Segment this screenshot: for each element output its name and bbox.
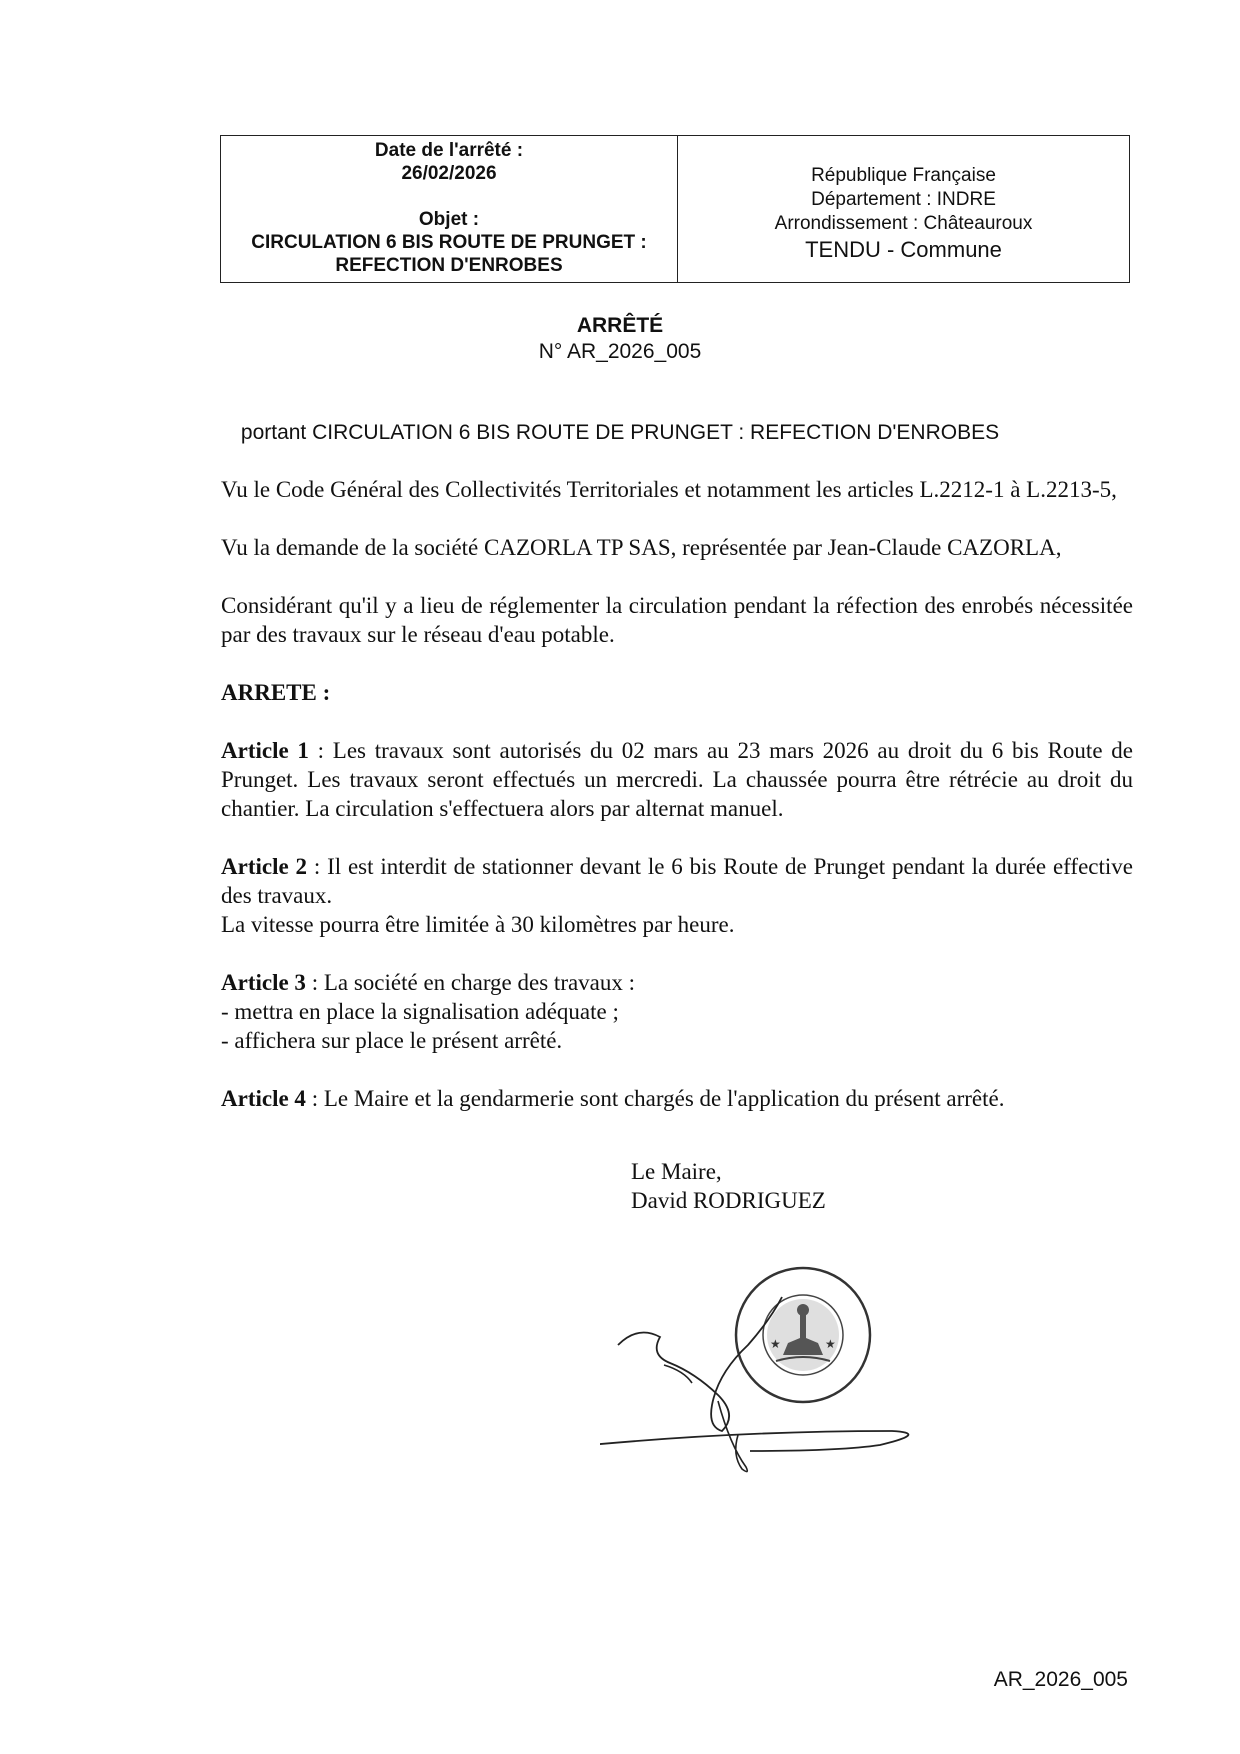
article-3-item-2: - affichera sur place le présent arrêté. (221, 1028, 563, 1053)
handwritten-signature (600, 1297, 908, 1472)
article-1-text: : Les travaux sont autorisés du 02 mars au 23 mars 2026 au droit du 6 bis Route de Prunget. Les travaux seront effectués un mercredi. La chaussée pourra être rétrécie au droit du chantier. La circulation s'effectuera alors par alternat manuel. (221, 738, 1133, 821)
object-line-1: CIRCULATION 6 BIS ROUTE DE PRUNGET : (251, 232, 647, 253)
commune: TENDU - Commune (805, 237, 1002, 262)
article-2-label: Article 2 (221, 854, 308, 879)
article-2-text: : Il est interdit de stationner devant le 6 bis Route de Prunget pendant la durée effective des travaux. (221, 854, 1133, 908)
arrondissement: Arrondissement : Châteauroux (774, 213, 1033, 234)
arrete-heading: ARRETE : (221, 680, 331, 705)
body-text (221, 475, 1133, 1142)
document-title: ARRÊTÉ (576, 314, 664, 337)
date-label: Date de l'arrêté : (374, 140, 524, 161)
article-3 (221, 968, 1133, 997)
signature-and-stamp (600, 1255, 1000, 1485)
article-1-label: Article 1 (221, 738, 309, 763)
title-block (0, 313, 1240, 365)
department: Département : INDRE (811, 189, 996, 210)
article-1 (221, 736, 1133, 823)
vu-demande-paragraph: Vu la demande de la société CAZORLA TP SAS, représentée par Jean-Claude CAZORLA, (221, 535, 1062, 560)
article-4-text: : Le Maire et la gendarmerie sont chargés de l'application du présent arrêté. (305, 1086, 1005, 1111)
portant-line: portant CIRCULATION 6 BIS ROUTE DE PRUNGET : REFECTION D'ENROBES (240, 421, 1000, 444)
stamp-emblem-icon (767, 1299, 839, 1371)
footer-reference: AR_2026_005 (993, 1668, 1128, 1691)
article-4-label: Article 4 (221, 1086, 306, 1111)
date-value: 26/02/2026 (401, 163, 497, 184)
svg-text:★: ★ (770, 1337, 781, 1351)
header-right-cell (678, 136, 1129, 282)
republic: République Française (811, 165, 996, 186)
article-3-label: Article 3 (221, 970, 306, 995)
article-2-extra: La vitesse pourra être limitée à 30 kilomètres par heure. (221, 912, 735, 937)
signatory-role: Le Maire, (631, 1159, 722, 1184)
article-3-text: : La société en charge des travaux : (305, 970, 636, 995)
signature-block (631, 1157, 826, 1215)
article-4 (221, 1084, 1133, 1113)
svg-text:★: ★ (825, 1337, 836, 1351)
object-line-2: REFECTION D'ENROBES (335, 255, 563, 276)
signatory-name: David RODRIGUEZ (631, 1188, 826, 1213)
header-left-cell (221, 136, 678, 282)
header-box (220, 135, 1130, 283)
article-3-item-1: - mettra en place la signalisation adéquate ; (221, 999, 619, 1024)
object-label: Objet : (418, 209, 480, 230)
vu-code-paragraph: Vu le Code Général des Collectivités Territoriales et notamment les articles L.2212-1 à L.2213-5, (221, 477, 1117, 502)
document-number: N° AR_2026_005 (538, 340, 702, 363)
article-2 (221, 852, 1133, 910)
considerant-paragraph: Considérant qu'il y a lieu de réglementer la circulation pendant la réfection des enrobés nécessitée par des travaux sur le réseau d'eau potable. (221, 593, 1133, 647)
